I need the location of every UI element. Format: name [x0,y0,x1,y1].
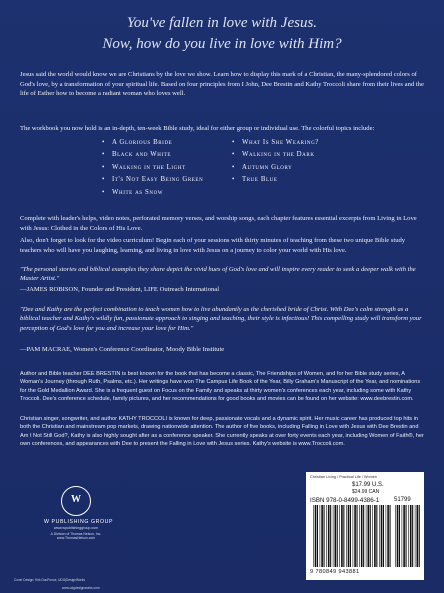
topic-label: Black and White [112,151,172,159]
cover-design-credit: Cover Design: Kirk DouPonce, UDG|DesignWorks [14,578,85,582]
topic-label: A Glorious Bride [112,139,173,146]
workbook-paragraph: The workbook you now hold is an in-depth, ten-week Bible study, ideal for either group or individual use. The colorful topics include: [20,125,375,132]
publisher-division: A Division of Thomas Nelson, Inc. www.ThomasNelson.com [50,532,102,541]
author-bio-kathy: Christian singer, songwriter, and author KATHY TROCCOLI is known for deep, passionate vocals and a dynamic spirit. Her music career has produced top hits in both the Christian and mainstream pop markets, drawing nationwide attention. The author of five books, including Falling in Love with Jesus with Dee Brestin and Am I Not Still God?, Kathy is also highly sought after as a conference speaker. She currently speaks at over forty events each year, including Women of Faith®, her own conferences, and appearances with Dee to present the Falling in Love with Jesus series. Kathy's website is www.Troccoli.com. [20,416,424,448]
topic-item [232,151,382,163]
topic-item [232,176,382,188]
bullet-icon: • [102,163,105,171]
bullet-icon: • [102,188,105,196]
publisher-mark-icon: W [61,486,91,516]
topic-column-right [232,139,382,189]
topic-item [232,139,382,151]
bullet-icon: • [232,163,235,171]
isbn-text: ISBN 978-0-8499-4386-1 [310,497,380,504]
curriculum-paragraph: Also, don't forget to look for the video curriculum! Begin each of your sessions with thirty minutes of teaching from these two unique Bible study teachers who will have you laughing, learning, and living in love with Jesus on a journey to color your world with His love. [20,237,406,254]
topic-label: True Blue [242,176,278,184]
bullet-icon: • [102,139,105,146]
topic-item [102,176,252,188]
bullet-icon: • [102,151,105,159]
endorsement-quote-1: "The personal stories and biblical examples they share depict the vivid hues of God's love and will inspire every reader to seek a deeper walk with the Master Artist." [20,266,416,283]
bullet-icon: • [232,151,235,159]
barcode-box [306,472,424,580]
publisher-logo [44,486,114,576]
endorsement-attribution-1: —JAMES ROBISON, Founder and President, LIFE Outreach International [20,286,220,293]
topic-item [102,139,252,151]
price-can: $24.99 CAN [352,489,380,495]
barcode-icon [312,505,392,567]
topic-column-left [102,139,252,201]
topic-label: Walking in the Dark [242,151,315,159]
design-url: www.udgdesignworks.com [62,586,100,590]
barcode-digits: 9 780849 943881 [310,569,360,575]
intro-paragraph: Jesus said the world would know we are Christians by the love we show. Learn how to display this mark of a Christian, the many-splendored colors of God's love, by a transformation of your spiritual life. Based on four principles from I John, Dee Brestin and Kathy Troccoli share from their lives and the life of Esther how to become a radiant woman who loves well. [20,71,424,98]
topic-item [232,164,382,176]
barcode-addon-number: 51799 [394,497,411,503]
complete-paragraph: Complete with leader's helps, video notes, perforated memory verses, and worship songs, each chapter features essential excerpts from Living in Love with Jesus: Clothed in the Colors of His Love. [20,215,417,232]
topic-label: White as Snow [112,188,164,196]
price-us: $17.99 U.S. [352,482,384,488]
topic-item [102,189,252,201]
endorsement-quote-2: "Dee and Kathy are the perfect combination to teach women how to live abundantly as the cherished bride of Christ. With Dee's calm strength as a biblical teacher and Kathy's wildly fun, passionate approach to singing and teaching, their style is infectious! This compelling study will transform your perception of God's love for you and increase your love for Him." [20,306,422,332]
bullet-icon: • [232,139,235,146]
headline-line-2: Now, how do you live in love with Him? [102,36,342,52]
headline-line-1: You've fallen in love with Jesus. [126,15,318,31]
endorsement-attribution-2: —PAM MACRAE, Women's Conference Coordinator, Moody Bible Institute [20,346,225,353]
topic-item [102,164,252,176]
topic-label: It's Not Easy Being Green [112,176,204,184]
topic-label: What Is She Wearing? [242,139,319,146]
topic-label: Autumn Glory [242,163,293,171]
bullet-icon: • [232,176,235,184]
cover-credits [14,578,214,590]
shelving-category: Christian Living / Practical Life / Women [310,475,378,479]
publisher-url: www.wpublishinggroup.com [53,526,99,530]
author-bio-dee: Author and Bible teacher DEE BRESTIN is best known for the book that has become a classic, The Friendships of Women, and for her Bible study series, A Woman's Journey (through Ruth, Psalms, etc.). Her writings have won The Campus Life Book of the Year, Billy Graham's Manuscript of the Year, and nominations for the Gold Medallion Award. She is a frequent guest on Focus on the Family and speaks at thirty women's conferences each year, including some with Kathy Troccoli. Dee's conference schedule, family pictures, and her recommendations for good books and movies can be found on her website: www.deebrestin.com. [20,371,421,403]
barcode-addon-icon [394,505,420,567]
publisher-name: W PUBLISHING GROUP [44,519,114,525]
topic-item [102,151,252,163]
bullet-icon: • [102,176,105,184]
topic-label: Walking in the Light [112,163,186,171]
